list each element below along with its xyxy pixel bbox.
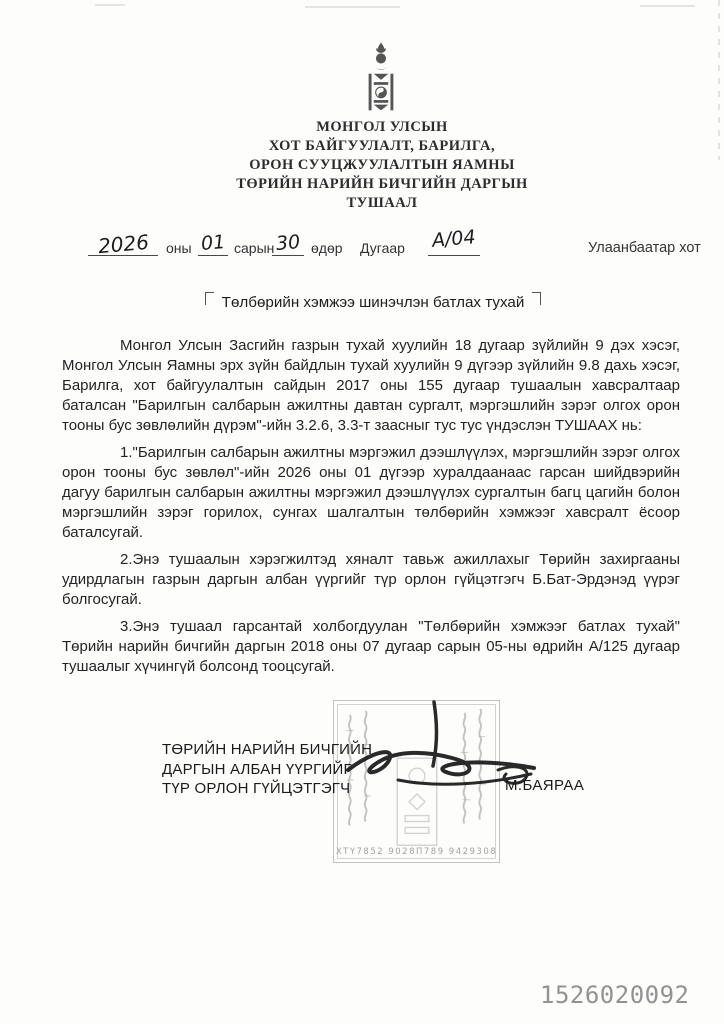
month-value: 01	[199, 230, 227, 256]
corner-bracket-right	[532, 292, 541, 305]
year-value: 2026	[96, 229, 150, 259]
bar-top	[374, 82, 389, 85]
ministry-header	[40, 118, 724, 213]
soyombo-emblem	[352, 40, 410, 112]
down-triangle-bottom	[374, 105, 389, 111]
header-line: МОНГОЛ УЛСЫН	[316, 119, 448, 135]
side-bar-left	[369, 74, 372, 111]
number-blank	[428, 228, 480, 256]
clause-2-paragraph: 2.Энэ тушаалын хэрэгжилтэд хяналт тавьж ажиллахыг Төрийн захиргааны удирдлагын газрын даргын албан үүргийг түр орлон гүйцэтгэгч Б.Бат-Эрдэнэд үүрэг болгосугай.	[62, 551, 680, 608]
month-blank	[198, 228, 228, 256]
bar-bottom	[374, 100, 389, 103]
preamble-paragraph: Монгол Улсын Засгийн газрын тухай хуулийн 18 дугаар зүйлийн 9 дэх хэсэг, Монгол Улсын Яамны эрх зүйн байдлын тухай хуулийн 9 дүгээр зүйлийн 9.8 дахь хэсэг, Барилга, хот байгуулалтын сайдын 2017 оны 155 дугаар тушаалын хавсралтаар баталсан "Барилгын салбарын ажилтны давтан сургалт, мэргэшлийн зэрэг олгох орон тооны бус зөвлөлийн дүрэм"-ийн 3.2.6, 3.3-т заасныг тус тус үндэслэн ТУШААХ нь:	[62, 337, 680, 434]
stamp-serial: ХТҮ7852 9028П789 9429308	[335, 847, 498, 857]
number-value: А/04	[431, 226, 477, 252]
clause-1-paragraph: 1."Барилгын салбарын ажилтны мэргэжил дээшлүүлэх, мэргэшлийн зэрэг олгох орон тооны бус зөвлөл"-ийн 2026 оны 01 дүгээр хуралдаанаас гарсан шийдвэрийн дагуу барилгын салбарын ажилтны мэргэжил дээшлүүлэх сургалтын багц цагийн болон мэргэшлийн зэрэг горилох, сунгах шалгалтын төлбөрийн хэмжээг хавсралт ёсоор баталсугай.	[62, 444, 680, 541]
city-label: Улаанбаатар хот	[588, 240, 701, 256]
day-value: 30	[274, 230, 302, 256]
title-text: Төлбөрийн хэмжээ шинэчлэн батлах тухай	[221, 294, 525, 311]
number-label: Дугаар	[360, 240, 405, 256]
signatory-title	[162, 740, 372, 799]
month-label: сарын	[234, 240, 275, 256]
side-bar-right	[390, 74, 393, 111]
header-line: ХОТ БАЙГУУЛАЛТ, БАРИЛГА,	[268, 138, 496, 154]
signatory-title-line: ТҮР ОРЛОН ГҮЙЦЭТГЭГЧ	[162, 780, 351, 797]
document-body	[62, 336, 680, 684]
signatory-name: М.БАЯРАА	[505, 777, 585, 794]
corner-bracket-left	[205, 292, 214, 305]
signatory-title-line: ТӨРИЙН НАРИЙН БИЧГИЙН	[162, 741, 373, 758]
clause-3-paragraph: 3.Энэ тушаал гарсантай холбогдуулан "Төлбөрийн хэмжээг батлах тухай" Төрийн нарийн бичгийн даргын 2018 оны 07 дугаар сарын 05-ны өдрийн А/125 дугаар тушаалыг хүчингүй болсонд тооцсугай.	[62, 618, 680, 675]
scan-artifact	[305, 6, 400, 8]
down-triangle-top	[374, 74, 389, 80]
crescent-moon	[373, 65, 390, 70]
scan-number: 1526020092	[540, 981, 690, 1009]
header-line: ОРОН СУУЦЖУУЛАЛТЫН ЯАМНЫ	[249, 157, 515, 173]
day-label: өдөр	[311, 240, 343, 256]
flame	[376, 42, 385, 53]
signatory-title-line: ДАРГЫН АЛБАН ҮҮРГИЙГ	[162, 760, 352, 778]
header-line: ТӨРИЙН НАРИЙН БИЧГИЙН ДАРГЫН	[236, 176, 528, 192]
header-line: ТУШААЛ	[346, 195, 418, 211]
year-blank	[88, 228, 158, 259]
scan-artifact	[640, 5, 695, 7]
document-title	[22, 292, 724, 311]
sun	[376, 53, 386, 63]
year-label: оны	[166, 240, 192, 256]
scan-artifact	[95, 4, 125, 6]
date-line	[0, 220, 724, 262]
day-blank	[272, 228, 304, 256]
